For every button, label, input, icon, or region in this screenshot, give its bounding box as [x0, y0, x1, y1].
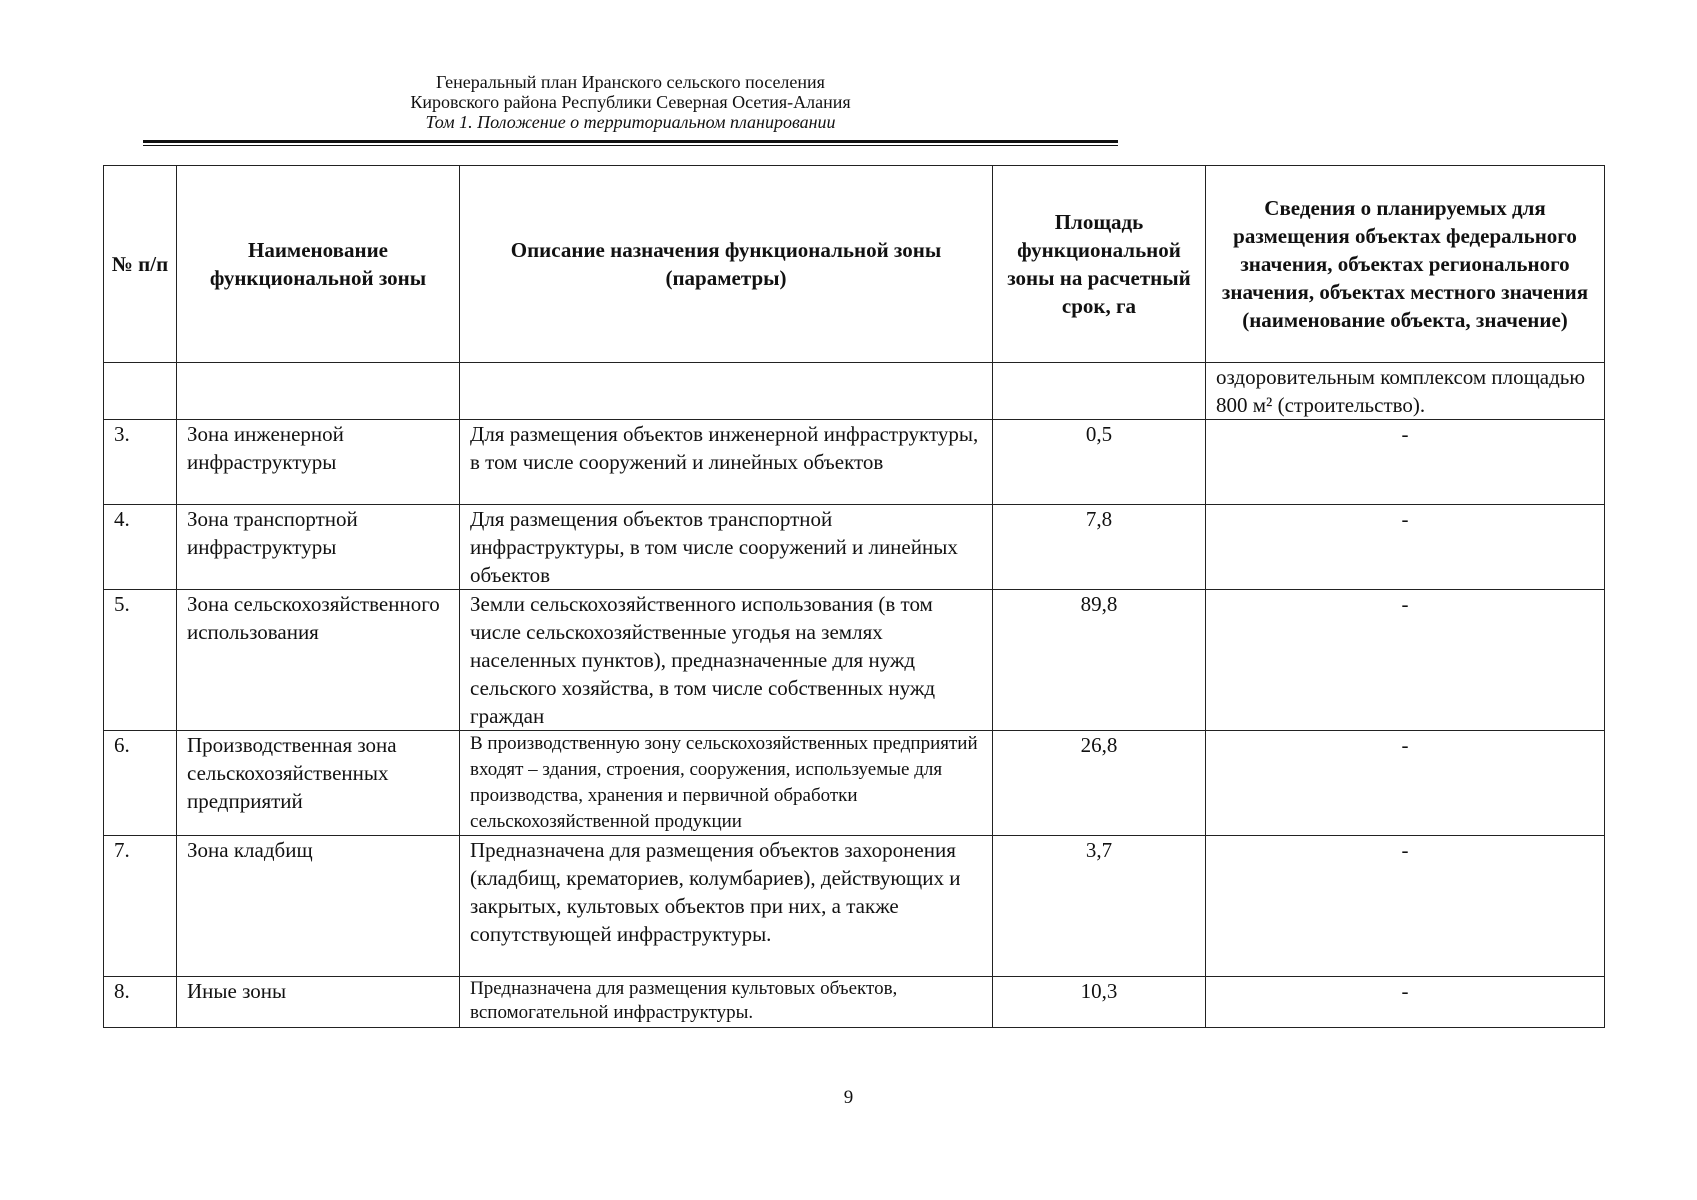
zone-area: 0,5 [993, 420, 1206, 505]
zone-objects: - [1206, 505, 1605, 590]
zone-objects: - [1206, 420, 1605, 505]
row-number: 8. [104, 977, 177, 1028]
column-header-description: Описание назначения функциональной зоны (параметры) [460, 166, 993, 363]
zone-name: Иные зоны [177, 977, 460, 1028]
table-row [104, 731, 1605, 836]
zone-area: 10,3 [993, 977, 1206, 1028]
zone-objects: - [1206, 977, 1605, 1028]
header-line-1: Генеральный план Иранского сельского поселения [436, 72, 825, 92]
zone-area: 89,8 [993, 590, 1206, 731]
zone-description: Для размещения объектов транспортной инфраструктуры, в том числе сооружений и линейных объектов [460, 505, 993, 590]
table-row [104, 420, 1605, 505]
table-header-row [104, 166, 1605, 363]
column-header-objects: Сведения о планируемых для размещения объектах федерального значения, объектах регионального значения, объектах местного значения (наименование объекта, значение) [1206, 166, 1605, 363]
column-header-num: № п/п [104, 166, 177, 363]
zone-area: 26,8 [993, 731, 1206, 836]
row-number: 3. [104, 420, 177, 505]
row-number: 5. [104, 590, 177, 731]
zone-area: 7,8 [993, 505, 1206, 590]
running-header [143, 72, 1118, 132]
zone-name: Зона кладбищ [177, 836, 460, 977]
table-cell [104, 363, 177, 420]
zone-area: 3,7 [993, 836, 1206, 977]
table-row [104, 590, 1605, 731]
table-cell [177, 363, 460, 420]
row-number: 4. [104, 505, 177, 590]
functional-zones-table [103, 165, 1605, 1028]
continuation-row [104, 363, 1605, 420]
zone-name: Производственная зона сельскохозяйственных предприятий [177, 731, 460, 836]
table-cell [993, 363, 1206, 420]
header-rule-thin [143, 145, 1118, 146]
zone-name: Зона сельскохозяйственного использования [177, 590, 460, 731]
column-header-area: Площадь функциональной зоны на расчетный срок, га [993, 166, 1206, 363]
continuation-objects-cell: оздоровительным комплексом площадью 800 м² (строительство). [1206, 363, 1605, 420]
zone-description: Для размещения объектов инженерной инфраструктуры, в том числе сооружений и линейных объектов [460, 420, 993, 505]
zone-name: Зона инженерной инфраструктуры [177, 420, 460, 505]
header-line-2: Кировского района Республики Северная Осетия-Алания [410, 92, 851, 112]
table-row [104, 977, 1605, 1028]
zone-name: Зона транспортной инфраструктуры [177, 505, 460, 590]
zone-description: Земли сельскохозяйственного использования (в том числе сельскохозяйственные угодья на землях населенных пунктов), предназначенные для нужд сельского хозяйства, в том числе собственных нужд граждан [460, 590, 993, 731]
table-row [104, 505, 1605, 590]
row-number: 6. [104, 731, 177, 836]
zone-objects: - [1206, 731, 1605, 836]
zone-description: В производственную зону сельскохозяйственных предприятий входят – здания, строения, сооружения, используемые для производства, хранения и первичной обработки сельскохозяйственной продукции [460, 731, 993, 836]
row-number: 7. [104, 836, 177, 977]
zone-objects: - [1206, 590, 1605, 731]
header-rule-thick [143, 140, 1118, 143]
column-header-name: Наименование функциональной зоны [177, 166, 460, 363]
table-cell [460, 363, 993, 420]
zone-objects: - [1206, 836, 1605, 977]
page-number: 9 [843, 1087, 854, 1108]
zone-description: Предназначена для размещения объектов захоронения (кладбищ, крематориев, колумбариев), действующих и закрытых, культовых объектов при них, а также сопутствующей инфраструктуры. [460, 836, 993, 977]
table-row [104, 836, 1605, 977]
zone-description: Предназначена для размещения культовых объектов, вспомогательной инфраструктуры. [460, 977, 993, 1028]
header-line-3: Том 1. Положение о территориальном планировании [425, 112, 836, 132]
